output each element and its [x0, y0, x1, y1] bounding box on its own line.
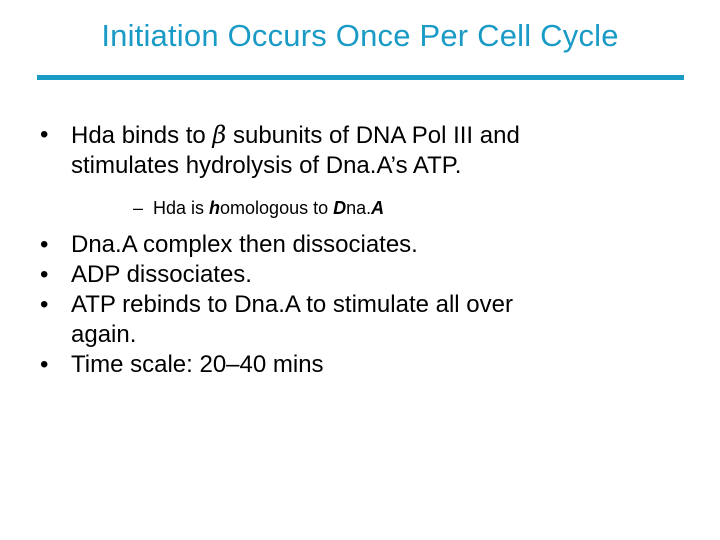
sub-text: Hda is — [153, 198, 210, 218]
bullet-adp-dissociates — [40, 260, 690, 290]
emphasis-d: D — [333, 198, 347, 218]
bullet-dot: • — [40, 261, 49, 288]
bullet-time-scale — [40, 350, 690, 380]
bullet-dot: • — [40, 291, 49, 318]
bullet-dot: • — [40, 231, 49, 258]
bullet-text: ADP dissociates. — [71, 261, 252, 288]
bullet-text: ATP rebinds to Dna.A to stimulate all over — [71, 291, 513, 318]
sub-bullet-dash: – — [133, 198, 144, 218]
bullet-text: subunits of DNA Pol III and — [226, 122, 520, 149]
bullet-atp-rebinds — [40, 290, 690, 350]
sub-text: na. — [346, 198, 372, 218]
title-underline — [37, 75, 684, 80]
slide-body — [40, 120, 690, 380]
bullet-text: again. — [71, 321, 137, 348]
sub-bullet-homologous — [40, 196, 690, 220]
bullet-hda-binds — [40, 120, 690, 181]
emphasis-h: h — [209, 198, 221, 218]
bullet-dot: • — [40, 351, 49, 378]
bullet-complex-dissociates — [40, 230, 690, 260]
slide-title: Initiation Occurs Once Per Cell Cycle — [101, 18, 619, 53]
sub-text: omologous to — [220, 198, 334, 218]
bullet-dot: • — [40, 121, 49, 148]
emphasis-a: A — [371, 198, 385, 218]
bullet-text: Time scale: 20–40 mins — [71, 351, 324, 378]
bullet-text: Hda binds to — [71, 122, 213, 149]
bullet-text: Dna.A complex then dissociates. — [71, 231, 418, 258]
bullet-text: stimulates hydrolysis of Dna.A’s ATP. — [71, 152, 462, 179]
beta-symbol: β — [212, 121, 227, 149]
